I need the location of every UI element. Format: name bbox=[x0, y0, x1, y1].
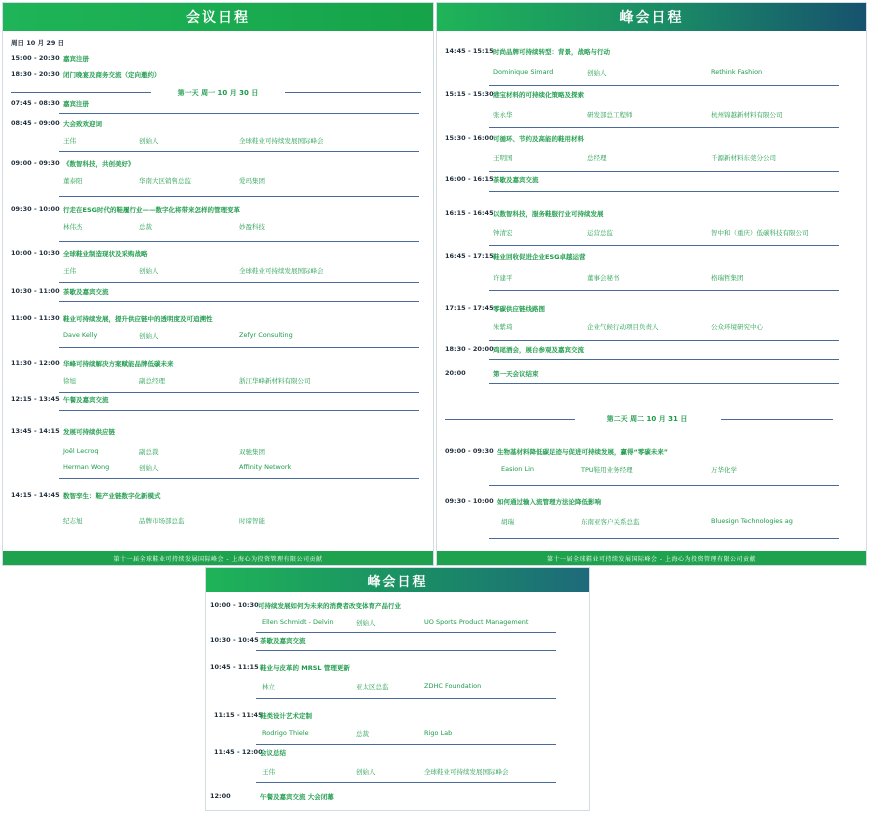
agenda-time: 11:15 - 11:45 bbox=[214, 711, 263, 719]
speaker-role: 创始人 bbox=[356, 768, 376, 776]
agenda-title: 可循环、节约及高能的鞋用材料 bbox=[493, 135, 584, 143]
row-divider bbox=[489, 171, 839, 172]
speaker-role: 研发部总工程师 bbox=[587, 111, 633, 119]
speaker-org: 浙江华峰新材料有限公司 bbox=[239, 377, 311, 385]
speaker-org: 智中和（重庆）低碳科技有限公司 bbox=[711, 229, 809, 237]
speaker-name: 王伟 bbox=[63, 137, 76, 145]
agenda-time: 16:15 - 16:45 bbox=[445, 209, 494, 217]
agenda-title: 可持续发展如何为未来的消费者改变体育产品行业 bbox=[258, 602, 401, 610]
speaker-name: 胡瑞 bbox=[501, 518, 514, 526]
row-divider bbox=[489, 359, 839, 360]
agenda-time: 14:45 - 15:15 bbox=[445, 47, 494, 55]
row-divider bbox=[256, 632, 556, 633]
speaker-org: Bluesign Technologies ag bbox=[711, 517, 793, 525]
agenda-title: 如何通过输入流管理方法论降低影响 bbox=[497, 498, 601, 506]
panel-1-footer-text: 第十一届全球鞋业可持续发展国际峰会 - 上海心为投资管理有限公司贡献 bbox=[113, 555, 323, 563]
agenda-time: 16:00 - 16:15 bbox=[445, 175, 494, 183]
speaker-org: Rigo Lab bbox=[424, 729, 453, 737]
row-divider bbox=[256, 744, 556, 745]
agenda-title: 午餐及嘉宾交流 大会闭幕 bbox=[260, 793, 334, 801]
panel-1-header bbox=[3, 3, 433, 31]
row-divider bbox=[59, 282, 419, 283]
speaker-role: 东南亚客户关系总监 bbox=[581, 518, 640, 526]
agenda-title: 生物基材料降低碳足迹与促进可持续发展，赢得“零碳未来” bbox=[497, 448, 669, 456]
agenda-title: 数智孪生：鞋产业链数字化新模式 bbox=[63, 492, 161, 500]
row-divider bbox=[59, 347, 419, 348]
row-divider bbox=[256, 698, 556, 699]
speaker-name: 王伟 bbox=[63, 267, 76, 275]
speaker-org: 万华化学 bbox=[711, 466, 737, 474]
speaker-org: Affinity Network bbox=[239, 463, 292, 471]
agenda-time: 09:30 - 10:00 bbox=[11, 205, 60, 213]
speaker-role: 总经理 bbox=[587, 154, 607, 162]
speaker-org: UO Sports Product Management bbox=[424, 618, 529, 626]
agenda-time: 15:30 - 16:00 bbox=[445, 134, 494, 142]
row-divider bbox=[59, 478, 419, 479]
speaker-role: 创始人 bbox=[356, 619, 376, 627]
speaker-name: 徐旭 bbox=[63, 377, 76, 385]
agenda-title: 以数智科技，服务鞋服行业可持续发展 bbox=[493, 210, 604, 218]
speaker-role: TPU鞋用业务经理 bbox=[581, 466, 633, 474]
panel-2-header-title: 峰会日程 bbox=[619, 10, 684, 26]
speaker-org: 格瑞哲集团 bbox=[711, 274, 744, 282]
speaker-org: 全球鞋业可持续发展国际峰会 bbox=[239, 137, 324, 145]
agenda-title: 全球鞋业制造现状及采购战略 bbox=[63, 250, 148, 258]
agenda-time: 09:00 - 09:30 bbox=[11, 159, 60, 167]
agenda-time: 17:15 - 17:45 bbox=[445, 304, 494, 312]
speaker-name: 董泰阳 bbox=[63, 177, 83, 185]
agenda-time: 18:30 - 20:00 bbox=[445, 345, 494, 353]
row-divider bbox=[489, 245, 839, 246]
speaker-org: 妙盈科技 bbox=[239, 223, 265, 231]
agenda-title: 鞋业可持续发展，提升供应链中的透明度及可追溯性 bbox=[63, 315, 213, 323]
row-divider bbox=[256, 650, 556, 651]
speaker-org: ZDHC Foundation bbox=[424, 682, 482, 690]
speaker-role: 副总裁 bbox=[139, 448, 159, 456]
agenda-title: 鞋业与皮革的 MRSL 管理更新 bbox=[260, 664, 350, 672]
speaker-org: 双驰集团 bbox=[239, 448, 265, 456]
speaker-role: 创始人 bbox=[139, 267, 159, 275]
agenda-panel-3 bbox=[205, 567, 590, 811]
panel-2-footer bbox=[437, 551, 866, 565]
speaker-name: Rodrigo Thiele bbox=[262, 729, 309, 737]
panel-2-header bbox=[437, 3, 866, 31]
panel-3-header bbox=[206, 568, 589, 592]
speaker-name: Joël Lecroq bbox=[63, 447, 99, 455]
day2-rule-left bbox=[445, 419, 575, 420]
row-divider bbox=[59, 196, 419, 197]
speaker-name: 王伟 bbox=[262, 768, 275, 776]
agenda-title: 《数智科技，共创美好》 bbox=[63, 160, 135, 168]
agenda-panel-1 bbox=[2, 2, 434, 566]
panel-1-header-title: 会议日程 bbox=[186, 10, 250, 26]
speaker-name: 王明国 bbox=[493, 154, 513, 162]
row-divider bbox=[256, 782, 556, 783]
date-line: 周日 10 月 29 日 bbox=[11, 39, 65, 47]
speaker-name: Dominique Simard bbox=[493, 68, 554, 76]
agenda-title: 午餐及嘉宾交流 bbox=[63, 396, 109, 404]
day2-rule-right bbox=[721, 419, 833, 420]
agenda-time: 09:30 - 10:00 bbox=[445, 497, 494, 505]
agenda-title: 鸡尾酒会，展台参观及嘉宾交流 bbox=[493, 346, 584, 354]
agenda-title: 零碳供应链线路图 bbox=[493, 305, 545, 313]
agenda-title: 会议总结 bbox=[260, 749, 286, 757]
speaker-org: Zefyr Consulting bbox=[239, 331, 293, 339]
speaker-org: 全球鞋业可持续发展国际峰会 bbox=[239, 267, 324, 275]
agenda-title: 港宝材料的可持续化策略及探索 bbox=[493, 91, 584, 99]
speaker-role: 华南大区销售总监 bbox=[139, 177, 191, 185]
agenda-title: 茶歇及嘉宾交流 bbox=[63, 288, 109, 296]
speaker-name: 林立 bbox=[262, 683, 275, 691]
speaker-role: 创始人 bbox=[139, 332, 159, 340]
agenda-title: 第一天会议结束 bbox=[493, 370, 539, 378]
panel-3-header-title: 峰会日程 bbox=[367, 574, 428, 590]
agenda-title: 时尚品牌可持续转型：背景，战略与行动 bbox=[493, 48, 610, 56]
speaker-role: 创始人 bbox=[587, 69, 607, 77]
agenda-time: 09:00 - 09:30 bbox=[445, 447, 494, 455]
speaker-name: 朱紫琦 bbox=[493, 323, 513, 331]
speaker-org: 爱玛集团 bbox=[239, 177, 265, 185]
row-divider bbox=[489, 383, 839, 384]
day1-rule-right bbox=[285, 92, 421, 93]
agenda-time: 12:00 bbox=[210, 792, 231, 800]
agenda-time: 10:00 - 10:30 bbox=[210, 601, 259, 609]
agenda-time: 18:30 - 20:30 bbox=[11, 70, 60, 78]
row-divider bbox=[489, 127, 839, 128]
day1-header: 第一天 周一 10 月 30 日 bbox=[177, 89, 259, 97]
agenda-title: 茶歇及嘉宾交流 bbox=[260, 637, 306, 645]
row-divider bbox=[59, 151, 419, 152]
speaker-role: 创始人 bbox=[139, 137, 159, 145]
speaker-org: 杭州锦越新材料有限公司 bbox=[711, 111, 783, 119]
row-divider bbox=[489, 85, 839, 86]
agenda-time: 10:00 - 10:30 bbox=[11, 249, 60, 257]
agenda-time: 10:30 - 11:00 bbox=[11, 287, 60, 295]
row-divider bbox=[59, 241, 419, 242]
agenda-time: 14:15 - 14:45 bbox=[11, 491, 60, 499]
agenda-title: 嘉宾注册 bbox=[63, 100, 89, 108]
row-divider bbox=[489, 191, 839, 192]
speaker-name: 林伟杰 bbox=[63, 223, 83, 231]
speaker-name: 许建平 bbox=[493, 274, 513, 282]
speaker-role: 董事会秘书 bbox=[587, 274, 620, 282]
speaker-name: 纪志旭 bbox=[63, 517, 83, 525]
speaker-role: 副总经理 bbox=[139, 377, 165, 385]
speaker-name: Ellen Schmidt - Delvin bbox=[262, 618, 334, 626]
agenda-title: 鞋业回收促进企业ESG卓越运营 bbox=[493, 253, 586, 261]
speaker-org: 千源新材料东莞分公司 bbox=[711, 154, 776, 162]
speaker-name: Easion Lin bbox=[501, 465, 534, 473]
speaker-role: 品牌市场部总监 bbox=[139, 517, 185, 525]
agenda-title: 嘉宾注册 bbox=[63, 55, 89, 63]
row-divider bbox=[59, 392, 419, 393]
agenda-time: 15:00 - 20:30 bbox=[11, 54, 60, 62]
agenda-time: 12:15 - 13:45 bbox=[11, 395, 60, 403]
speaker-role: 总裁 bbox=[356, 730, 369, 738]
agenda-time: 08:45 - 09:00 bbox=[11, 119, 60, 127]
agenda-time: 13:45 - 14:15 bbox=[11, 427, 60, 435]
agenda-time: 10:30 - 10:45 bbox=[210, 636, 259, 644]
speaker-role: 亚太区总监 bbox=[356, 683, 389, 691]
panel-2-footer-text: 第十一届全球鞋业可持续发展国际峰会 - 上海心为投资管理有限公司贡献 bbox=[547, 555, 756, 563]
agenda-time: 11:30 - 12:00 bbox=[11, 359, 60, 367]
agenda-title: 行走在ESG时代的鞋履行业——数字化将带来怎样的管理变革 bbox=[63, 206, 240, 214]
speaker-org: Rethink Fashion bbox=[711, 68, 763, 76]
speaker-role: 创始人 bbox=[139, 464, 159, 472]
row-divider bbox=[59, 410, 419, 411]
agenda-time: 10:45 - 11:15 bbox=[210, 663, 259, 671]
day1-rule-left bbox=[11, 92, 151, 93]
agenda-title: 华峰可持续解决方案赋能品牌低碳未来 bbox=[63, 360, 174, 368]
agenda-time: 16:45 - 17:15 bbox=[445, 252, 494, 260]
row-divider bbox=[59, 301, 419, 302]
agenda-title: 茶歇及嘉宾交流 bbox=[493, 176, 539, 184]
agenda-time: 07:45 - 08:30 bbox=[11, 99, 60, 107]
agenda-time: 11:00 - 11:30 bbox=[11, 314, 60, 322]
speaker-name: 张永华 bbox=[493, 111, 513, 119]
agenda-title: 闭门晚宴及商务交流（定向邀约） bbox=[63, 71, 161, 79]
speaker-name: Herman Wong bbox=[63, 463, 110, 471]
agenda-title: 发展可持续供应链 bbox=[63, 428, 115, 436]
agenda-time: 20:00 bbox=[445, 369, 466, 377]
agenda-title: 大会致欢迎词 bbox=[63, 120, 102, 128]
speaker-name: 钟清宏 bbox=[493, 229, 513, 237]
speaker-role: 企业气候行动项目负责人 bbox=[587, 323, 659, 331]
row-divider bbox=[489, 485, 839, 486]
speaker-name: Dave Kelly bbox=[63, 331, 98, 339]
speaker-org: 时谛智能 bbox=[239, 517, 265, 525]
row-divider bbox=[489, 340, 839, 341]
row-divider bbox=[489, 538, 839, 539]
agenda-time: 15:15 - 15:30 bbox=[445, 90, 494, 98]
speaker-role: 总裁 bbox=[139, 223, 152, 231]
agenda-time: 11:45 - 12:00 bbox=[214, 748, 263, 756]
row-divider bbox=[489, 290, 839, 291]
panel-1-footer bbox=[3, 551, 433, 565]
row-divider bbox=[59, 113, 419, 114]
speaker-org: 全球鞋业可持续发展国际峰会 bbox=[424, 768, 509, 776]
day2-header: 第二天 周二 10 月 31 日 bbox=[606, 415, 688, 423]
speaker-org: 公众环境研究中心 bbox=[711, 323, 763, 331]
agenda-title: 鞋类设计艺术定制 bbox=[260, 712, 312, 720]
speaker-role: 运营总监 bbox=[587, 229, 613, 237]
agenda-panel-2 bbox=[436, 2, 867, 566]
